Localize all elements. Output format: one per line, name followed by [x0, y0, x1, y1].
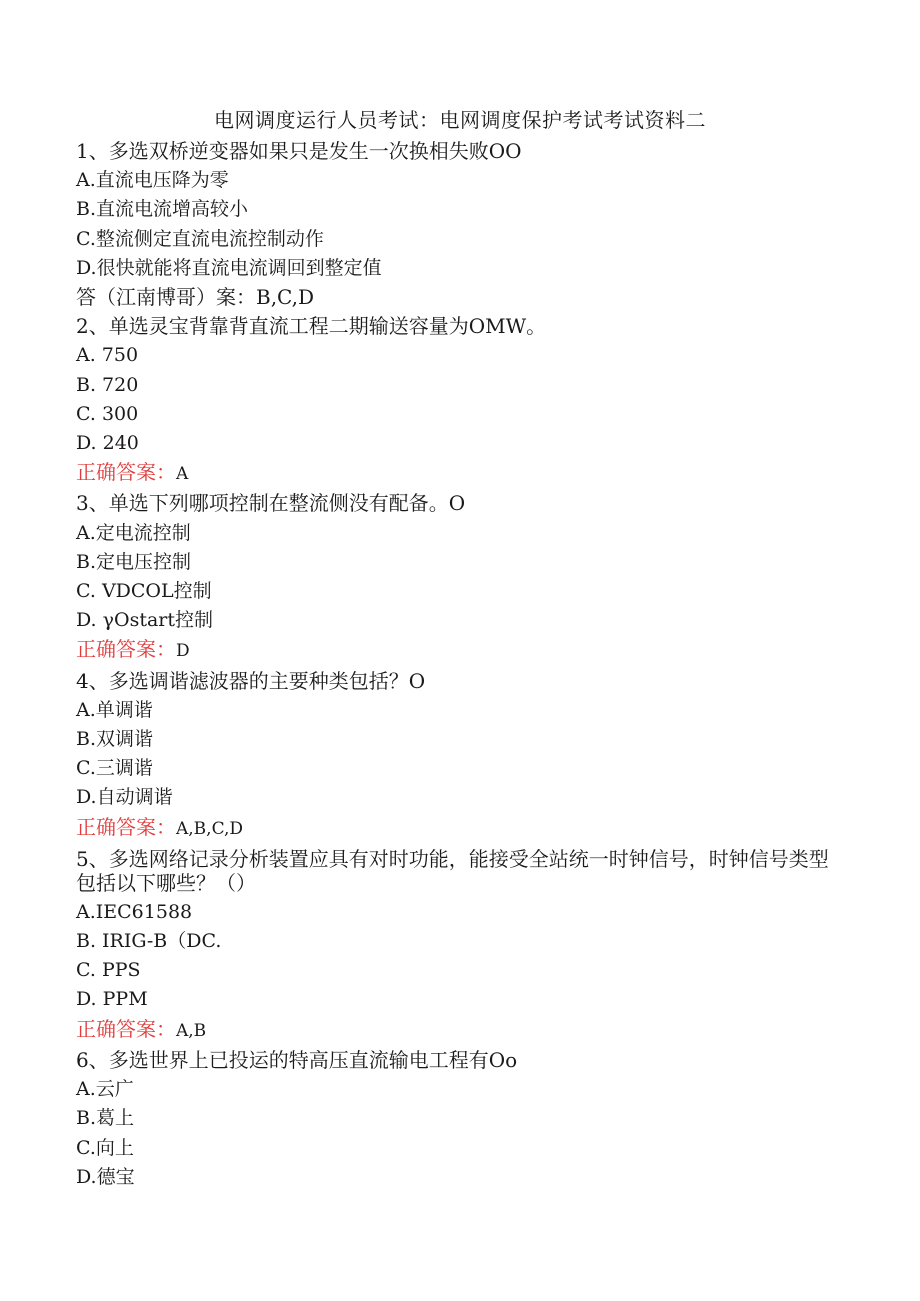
question-2-option-d: D. 240: [76, 432, 139, 455]
question-3-answer-label: 正确答案：: [76, 637, 176, 662]
question-1-answer-value: B,C,D: [256, 285, 315, 310]
question-2-answer-value: A: [176, 464, 189, 485]
question-5-option-c: C. PPS: [76, 959, 141, 982]
document-title: 电网调度运行人员考试：电网调度保护考试考试资料二: [214, 108, 706, 132]
question-1-option-c: C.整流侧定直流电流控制动作: [76, 227, 324, 250]
question-2-option-a: A. 750: [76, 344, 139, 367]
question-2-text: 2、单选灵宝背靠背直流工程二期输送容量为OMW。: [76, 314, 547, 339]
question-1-option-b: B.直流电流增高较小: [76, 198, 249, 221]
question-6-option-a: A.云广: [76, 1078, 134, 1101]
question-list: [76, 137, 836, 1192]
question-4-option-b: B.双调谐: [76, 728, 154, 751]
question-5-answer: [76, 1015, 836, 1046]
question-3-option-c: C. VDCOL控制: [76, 580, 212, 603]
question-2-answer: [76, 458, 836, 489]
question-6-option-c: C.向上: [76, 1136, 134, 1159]
question-3-answer-value: D: [176, 641, 190, 662]
question-4-option-d: D.自动调谐: [76, 786, 173, 809]
question-3-option-d: D. γOstart控制: [76, 609, 213, 632]
question-5-answer-label: 正确答案：: [76, 1016, 176, 1041]
question-5-option-b: B. IRIG-B（DC.: [76, 930, 222, 953]
question-3-answer: [76, 635, 836, 666]
question-4-text: 4、多选调谐滤波器的主要种类包括？O: [76, 668, 426, 693]
question-2-answer-label: 正确答案：: [76, 460, 176, 485]
question-2-option-b: B. 720: [76, 373, 139, 396]
question-4-answer-value: A,B,C,D: [176, 818, 244, 839]
question-6-text: 6、多选世界上已投运的特高压直流输电工程有Oo: [76, 1047, 518, 1072]
question-2-option-c: C. 300: [76, 402, 139, 425]
question-4-answer: [76, 813, 836, 844]
question-1-answer: [76, 283, 836, 312]
question-4-option-c: C.三调谐: [76, 757, 153, 780]
question-4-option-a: A.单调谐: [76, 698, 153, 721]
question-6-option-b: B.葛上: [76, 1107, 135, 1130]
question-1-option-d: D.很快就能将直流电流调回到整定值: [76, 256, 382, 279]
question-5-text: 5、多选网络记录分析装置应具有对时功能，能接受全站统一时钟信号，时钟信号类型包括以下哪些？（）: [76, 846, 829, 895]
question-1-answer-label: 答（江南博哥）案：: [76, 285, 256, 310]
question-4-answer-label: 正确答案：: [76, 814, 176, 839]
question-6-option-d: D.德宝: [76, 1165, 135, 1188]
question-3-text: 3、单选下列哪项控制在整流侧没有配备。O: [76, 491, 466, 516]
question-3-option-a: A.定电流控制: [76, 521, 191, 544]
question-1-text: 1、多选双桥逆变器如果只是发生一次换相失败OO: [76, 139, 522, 163]
question-1-option-a: A.直流电压降为零: [76, 169, 229, 192]
question-5-answer-value: A,B: [176, 1020, 207, 1041]
question-3-option-b: B.定电压控制: [76, 550, 192, 573]
question-5-option-d: D. PPM: [76, 988, 148, 1011]
question-5-option-a: A.IEC61588: [76, 900, 193, 923]
